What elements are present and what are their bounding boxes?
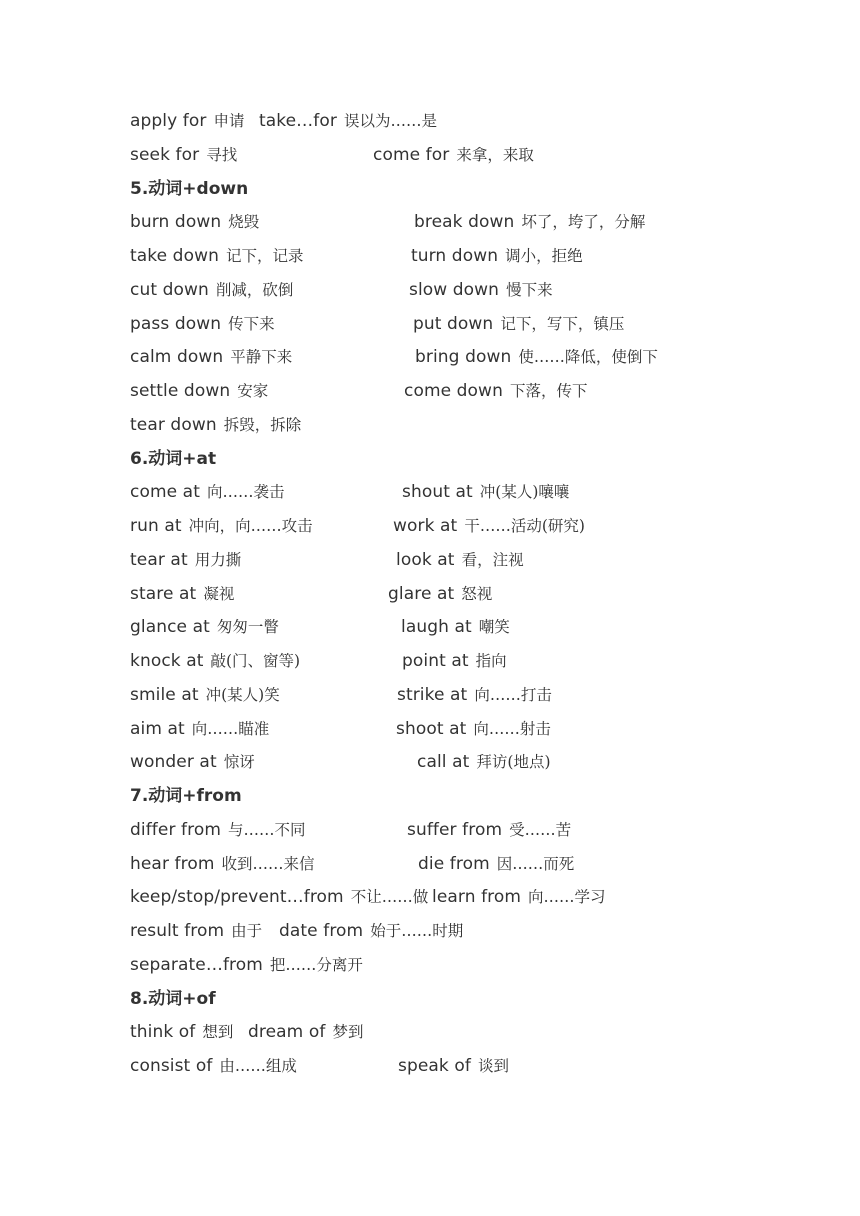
phrase-meaning: 误以为……是 bbox=[343, 112, 437, 130]
phrase-meaning: 寻找 bbox=[206, 145, 238, 164]
phrase-meaning: 冲向，向……攻击 bbox=[188, 517, 313, 535]
phrase-text: date from bbox=[279, 921, 364, 941]
phrase-text: call at bbox=[417, 752, 470, 773]
phrase-entry bbox=[130, 547, 241, 573]
phrase-text: burn down bbox=[130, 212, 222, 233]
phrase-meaning: 调小，拒绝 bbox=[505, 247, 583, 265]
phrase-text: think of bbox=[130, 1022, 196, 1043]
phrase-entry bbox=[402, 479, 569, 505]
phrase-text: tear down bbox=[130, 414, 217, 435]
phrase-text: put down bbox=[413, 313, 494, 334]
phrase-entry bbox=[259, 108, 437, 134]
phrase-meaning: 看，注视 bbox=[461, 550, 524, 569]
phrase-entry bbox=[396, 716, 551, 742]
phrase-text: glance at bbox=[130, 617, 210, 638]
phrase-entry bbox=[407, 817, 571, 843]
phrase-entry bbox=[373, 142, 534, 168]
phrase-meaning: 惊讶 bbox=[223, 753, 255, 772]
phrase-text: take down bbox=[130, 246, 219, 266]
phrase-meaning: 向……打击 bbox=[474, 685, 552, 704]
phrase-text: knock at bbox=[130, 651, 204, 671]
phrase-entry bbox=[130, 716, 269, 742]
phrase-meaning: 由……组成 bbox=[219, 1057, 297, 1075]
phrase-meaning: 收到……来信 bbox=[221, 854, 315, 873]
phrase-entry bbox=[130, 614, 279, 640]
phrase-entry bbox=[411, 243, 583, 269]
phrase-text: shout at bbox=[402, 482, 473, 503]
phrase-meaning: 申请 bbox=[213, 112, 245, 130]
phrase-text: come at bbox=[130, 482, 200, 503]
phrase-entry bbox=[398, 1053, 509, 1079]
phrase-text: shoot at bbox=[396, 718, 467, 739]
phrase-entry bbox=[418, 851, 574, 877]
phrase-meaning: 干……活动(研究) bbox=[464, 517, 585, 535]
phrase-text: suffer from bbox=[407, 819, 503, 840]
phrase-text: aim at bbox=[130, 718, 185, 739]
phrase-entry bbox=[414, 209, 645, 235]
phrase-text: keep/stop/prevent…from bbox=[130, 887, 344, 908]
phrase-meaning: 下落，传下 bbox=[509, 382, 588, 400]
phrase-entry bbox=[130, 311, 275, 337]
phrase-entry bbox=[396, 547, 524, 573]
phrase-text: differ from bbox=[130, 819, 221, 840]
phrase-text: cut down bbox=[130, 279, 209, 300]
phrase-entry bbox=[130, 344, 292, 370]
phrase-entry bbox=[388, 581, 492, 607]
phrase-meaning: 敲(门、窗等) bbox=[210, 652, 301, 670]
section-heading bbox=[130, 986, 216, 1012]
phrase-text: die from bbox=[418, 853, 490, 874]
phrase-entry bbox=[397, 682, 552, 708]
phrase-text: pass down bbox=[130, 313, 222, 334]
phrase-meaning: 谈到 bbox=[477, 1057, 509, 1075]
phrase-meaning: 凝视 bbox=[203, 584, 235, 603]
phrase-entry bbox=[130, 378, 268, 404]
section-heading-text: 8.动词+of bbox=[130, 988, 216, 1009]
phrase-text: consist of bbox=[130, 1056, 213, 1076]
phrase-text: come down bbox=[404, 381, 503, 401]
phrase-entry bbox=[130, 918, 262, 944]
phrase-text: point at bbox=[402, 651, 469, 671]
phrase-meaning: 平静下来 bbox=[230, 348, 293, 367]
phrase-entry bbox=[130, 749, 255, 775]
phrase-text: calm down bbox=[130, 347, 224, 368]
phrase-text: slow down bbox=[409, 279, 500, 300]
phrase-text: look at bbox=[396, 549, 455, 570]
phrase-text: bring down bbox=[415, 347, 512, 368]
phrase-text: seek for bbox=[130, 144, 200, 165]
phrase-meaning: 记下，记录 bbox=[225, 247, 304, 265]
section-heading bbox=[130, 783, 242, 809]
phrase-text: work at bbox=[393, 516, 458, 536]
phrase-text: turn down bbox=[411, 246, 499, 266]
phrase-meaning: 用力撕 bbox=[194, 550, 242, 569]
phrase-meaning: 传下来 bbox=[228, 314, 275, 333]
phrase-meaning: 冲(某人)笑 bbox=[205, 685, 280, 704]
phrase-meaning: 拜访(地点) bbox=[476, 753, 551, 772]
phrase-entry bbox=[130, 277, 293, 303]
phrase-entry bbox=[130, 243, 303, 269]
phrase-text: settle down bbox=[130, 381, 231, 401]
phrase-meaning: 来拿，来取 bbox=[456, 145, 534, 164]
phrase-text: wonder at bbox=[130, 752, 217, 773]
phrase-entry bbox=[130, 952, 363, 978]
phrase-entry bbox=[130, 513, 313, 539]
phrase-entry bbox=[130, 1019, 233, 1045]
phrase-meaning: 由于 bbox=[231, 922, 263, 940]
phrase-meaning: 与……不同 bbox=[228, 820, 306, 839]
phrase-text: run at bbox=[130, 516, 182, 536]
phrase-text: strike at bbox=[397, 684, 468, 705]
phrase-meaning: 因……而死 bbox=[496, 854, 575, 873]
phrase-meaning: 拆毁，拆除 bbox=[223, 415, 302, 434]
phrase-meaning: 嘲笑 bbox=[478, 618, 510, 637]
phrase-entry bbox=[130, 682, 280, 708]
phrase-entry bbox=[130, 1053, 297, 1079]
phrase-meaning: 慢下来 bbox=[506, 280, 553, 299]
phrase-text: apply for bbox=[130, 111, 207, 131]
phrase-entry bbox=[401, 614, 510, 640]
phrase-meaning: 向……瞄准 bbox=[191, 719, 270, 738]
phrase-entry bbox=[130, 209, 259, 235]
phrase-meaning: 烧毁 bbox=[228, 213, 260, 232]
phrase-meaning: 记下，写下，镇压 bbox=[500, 314, 625, 333]
section-heading bbox=[130, 176, 248, 202]
phrase-entry bbox=[130, 581, 234, 607]
phrase-text: tear at bbox=[130, 549, 188, 570]
phrase-meaning: 向……学习 bbox=[528, 888, 606, 907]
phrase-text: learn from bbox=[432, 887, 522, 908]
phrase-entry bbox=[402, 648, 507, 674]
phrase-entry bbox=[130, 142, 237, 168]
phrase-text: dream of bbox=[248, 1022, 326, 1043]
phrase-meaning: 使……降低，使倒下 bbox=[518, 348, 658, 367]
phrase-meaning: 受……苦 bbox=[509, 820, 572, 839]
phrase-entry bbox=[432, 884, 606, 910]
phrase-entry bbox=[130, 851, 315, 877]
phrase-meaning: 冲(某人)嚷嚷 bbox=[479, 483, 570, 502]
phrase-text: come for bbox=[373, 144, 450, 165]
phrase-meaning: 指向 bbox=[475, 652, 507, 670]
phrase-text: take…for bbox=[259, 111, 337, 131]
phrase-meaning: 向……袭击 bbox=[206, 483, 285, 502]
phrase-meaning: 削减，砍倒 bbox=[215, 280, 294, 299]
phrase-meaning: 怒视 bbox=[461, 584, 493, 603]
section-heading-text: 6.动词+at bbox=[130, 448, 217, 469]
phrase-meaning: 向……射击 bbox=[473, 719, 551, 738]
phrase-meaning: 把……分离开 bbox=[269, 955, 363, 974]
phrase-entry bbox=[130, 884, 428, 910]
phrase-meaning: 匆匆一瞥 bbox=[216, 618, 279, 637]
phrase-text: break down bbox=[414, 212, 515, 233]
phrase-text: result from bbox=[130, 921, 225, 941]
phrase-entry bbox=[130, 817, 306, 843]
phrase-entry bbox=[417, 749, 551, 775]
phrase-meaning: 坏了，垮了，分解 bbox=[521, 213, 646, 232]
phrase-entry bbox=[130, 479, 284, 505]
phrase-text: laugh at bbox=[401, 617, 472, 638]
phrase-text: smile at bbox=[130, 684, 199, 705]
phrase-entry bbox=[130, 412, 301, 438]
phrase-entry bbox=[279, 918, 463, 944]
phrase-meaning: 安家 bbox=[237, 382, 269, 400]
section-heading bbox=[130, 446, 216, 472]
phrase-meaning: 始于……时期 bbox=[370, 922, 464, 940]
phrase-entry bbox=[248, 1019, 363, 1045]
phrase-entry bbox=[130, 648, 300, 674]
phrase-entry bbox=[393, 513, 585, 539]
phrase-entry bbox=[404, 378, 587, 404]
phrase-entry bbox=[409, 277, 553, 303]
section-heading-text: 5.动词+down bbox=[130, 178, 249, 199]
phrase-text: hear from bbox=[130, 853, 215, 874]
phrase-meaning: 不让……做 bbox=[350, 888, 429, 907]
phrase-entry bbox=[415, 344, 658, 370]
phrase-entry bbox=[413, 311, 624, 337]
phrase-text: glare at bbox=[388, 583, 455, 604]
phrase-meaning: 想到 bbox=[202, 1023, 234, 1042]
section-heading-text: 7.动词+from bbox=[130, 786, 242, 806]
phrase-text: separate…from bbox=[130, 954, 263, 975]
phrase-meaning: 梦到 bbox=[332, 1023, 364, 1042]
phrase-entry bbox=[130, 108, 244, 134]
phrase-text: speak of bbox=[398, 1056, 471, 1076]
phrase-text: stare at bbox=[130, 583, 197, 604]
